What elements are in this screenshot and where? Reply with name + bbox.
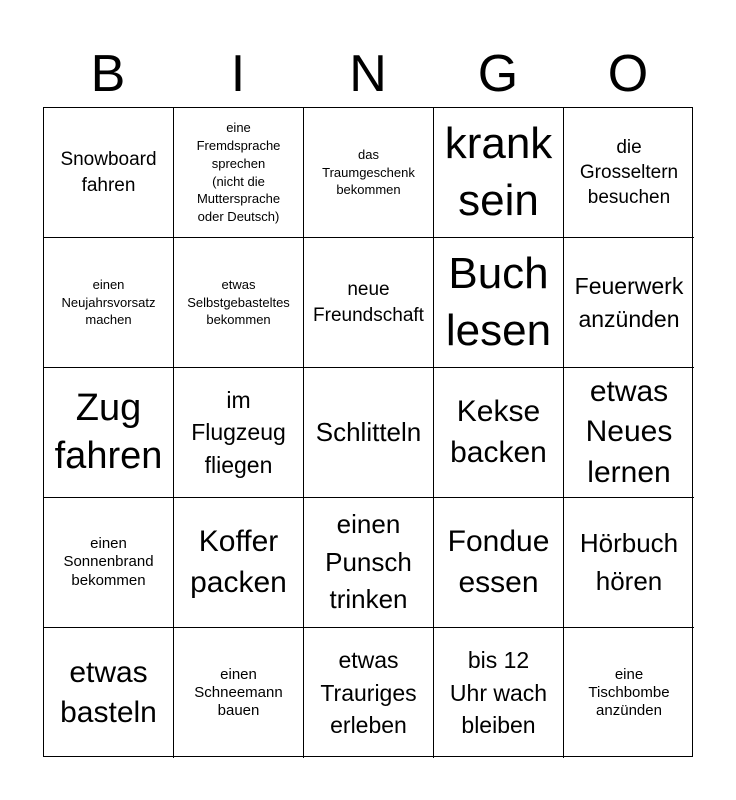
- bingo-cell[interactable]: [174, 628, 304, 758]
- cell-text: einen Neujahrsvorsatz machen: [61, 276, 156, 328]
- bingo-cell[interactable]: [304, 108, 434, 238]
- bingo-cell[interactable]: [434, 108, 564, 238]
- cell-text: Snowboard fahren: [60, 149, 157, 196]
- cell-text: Zug fahren: [54, 387, 163, 477]
- cell-text: Feuerwerk anzünden: [574, 272, 684, 332]
- bingo-cell[interactable]: [434, 498, 564, 628]
- cell-text: einen Punsch trinken: [325, 508, 412, 615]
- cell-text: das Traumgeschenk bekommen: [322, 146, 415, 198]
- cell-text: einen Schneemann bauen: [194, 665, 283, 720]
- bingo-cell[interactable]: [434, 628, 564, 758]
- bingo-cell[interactable]: [304, 368, 434, 498]
- header-letter-b: B: [90, 45, 126, 103]
- cell-text: Kekse backen: [450, 395, 547, 469]
- cell-text: bis 12 Uhr wach bleiben: [449, 647, 548, 739]
- bingo-cell[interactable]: [434, 238, 564, 368]
- cell-text: etwas Neues lernen: [585, 374, 673, 489]
- bingo-cell[interactable]: [564, 498, 694, 628]
- cell-text: etwas basteln: [60, 655, 157, 729]
- bingo-cell[interactable]: [304, 628, 434, 758]
- bingo-cell[interactable]: [304, 498, 434, 628]
- header-letter-n: N: [349, 45, 387, 103]
- bingo-cell[interactable]: [44, 498, 174, 628]
- bingo-cell[interactable]: [564, 628, 694, 758]
- cell-text: krank sein: [444, 119, 553, 225]
- cell-text: etwas Selbstgebasteltes bekommen: [187, 276, 290, 328]
- bingo-cell[interactable]: [44, 628, 174, 758]
- bingo-cell[interactable]: [174, 368, 304, 498]
- cell-text: einen Sonnenbrand bekommen: [63, 535, 154, 589]
- cell-text: Hörbuch hören: [579, 527, 679, 596]
- cell-text: Koffer packen: [190, 525, 287, 599]
- bingo-cell[interactable]: [304, 238, 434, 368]
- bingo-header: [43, 40, 693, 108]
- bingo-cell[interactable]: [174, 108, 304, 238]
- bingo-cell[interactable]: [44, 368, 174, 498]
- bingo-cell[interactable]: [564, 368, 694, 498]
- cell-text: Fondue essen: [447, 525, 550, 599]
- cell-text: Schlitteln: [315, 416, 422, 447]
- header-letter-i: I: [230, 45, 246, 103]
- cell-text: eine Tischbombe anzünden: [588, 665, 670, 720]
- cell-text: neue Freundschaft: [313, 279, 424, 326]
- bingo-cell[interactable]: [44, 238, 174, 368]
- header-letter-o: O: [607, 45, 649, 103]
- bingo-cell[interactable]: [564, 108, 694, 238]
- bingo-cell[interactable]: [434, 368, 564, 498]
- bingo-cell[interactable]: [174, 498, 304, 628]
- cell-text: eine Fremdsprache sprechen (nicht die Muttersprache oder Deutsch): [196, 119, 281, 225]
- bingo-board: [43, 107, 693, 757]
- cell-text: im Flugzeug fliegen: [191, 386, 286, 478]
- header-letter-g: G: [477, 45, 519, 103]
- cell-text: etwas Trauriges erleben: [320, 647, 417, 739]
- bingo-cell[interactable]: [174, 238, 304, 368]
- bingo-cell[interactable]: [44, 108, 174, 238]
- cell-text: die Grosseltern besuchen: [579, 136, 679, 209]
- cell-text: Buch lesen: [445, 249, 552, 355]
- bingo-cell[interactable]: [564, 238, 694, 368]
